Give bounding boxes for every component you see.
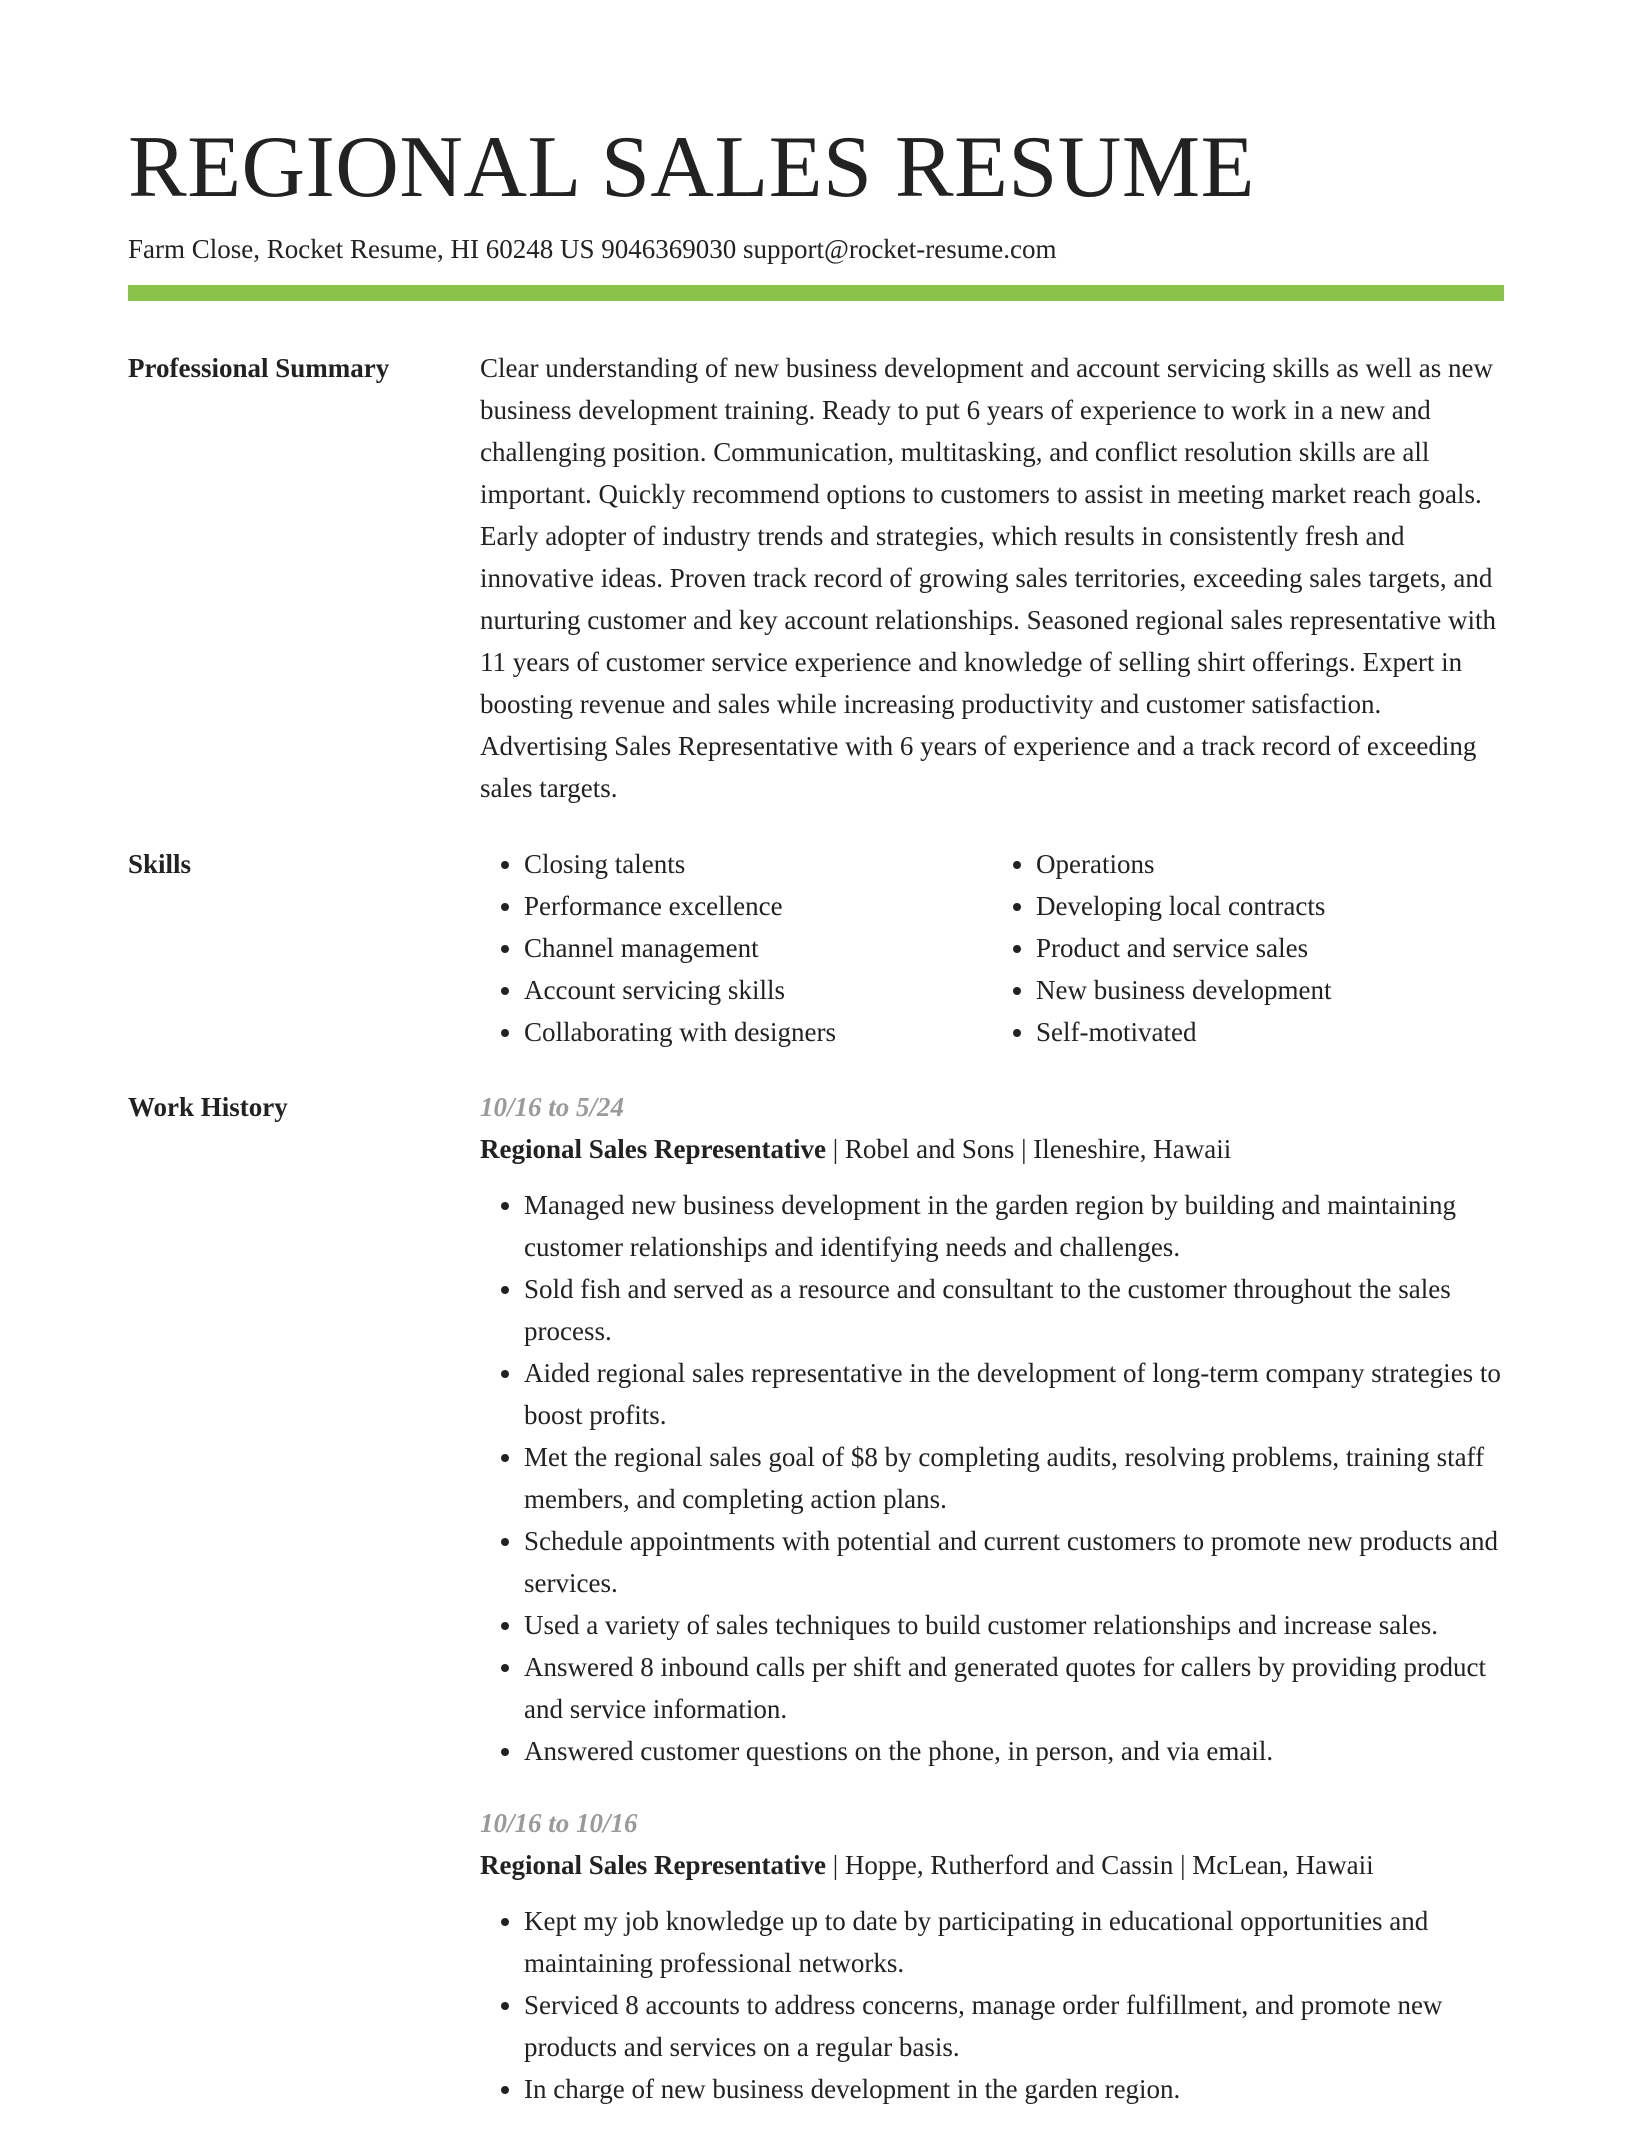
accent-divider bbox=[128, 285, 1504, 301]
job-entry bbox=[480, 1086, 1504, 1772]
job-bullet: • Answered 8 inbound calls per shift and generated quotes for callers by providing product and service information. bbox=[524, 1646, 1504, 1730]
job-title-line bbox=[480, 1844, 1504, 1886]
job-title: Regional Sales Representative bbox=[480, 1134, 826, 1164]
contact-line: Farm Close, Rocket Resume, HI 60248 US 9046369030 support@rocket-resume.com bbox=[128, 234, 1057, 264]
resume-title: REGIONAL SALES RESUME bbox=[128, 119, 1255, 216]
skill-item: • Product and service sales bbox=[1036, 927, 1504, 969]
work-history-label: Work History bbox=[128, 1092, 288, 1122]
job-entry bbox=[480, 1802, 1504, 2110]
job-bullet: • Managed new business development in the garden region by building and maintaining customer relationships and identifying needs and challenges. bbox=[524, 1184, 1504, 1268]
skill-item: • Performance excellence bbox=[524, 885, 992, 927]
job-details: | Hoppe, Rutherford and Cassin | McLean, Hawaii bbox=[825, 1850, 1374, 1880]
job-bullet: • Sold fish and served as a resource and consultant to the customer throughout the sales process. bbox=[524, 1268, 1504, 1352]
job-title: Regional Sales Representative bbox=[480, 1850, 826, 1880]
job-bullets bbox=[480, 1184, 1504, 1772]
skill-item: • Self-motivated bbox=[1036, 1011, 1504, 1053]
work-history-body bbox=[480, 1086, 1504, 2140]
job-bullet: • Met the regional sales goal of $8 by completing audits, resolving problems, training staff members, and completing action plans. bbox=[524, 1436, 1504, 1520]
summary-label: Professional Summary bbox=[128, 353, 390, 383]
skill-item: • Developing local contracts bbox=[1036, 885, 1504, 927]
job-title-line bbox=[480, 1128, 1504, 1170]
skill-item: • Collaborating with designers bbox=[524, 1011, 992, 1053]
skills-columns bbox=[480, 843, 1504, 1053]
job-bullet: • Kept my job knowledge up to date by participating in educational opportunities and maintaining professional networks. bbox=[524, 1900, 1504, 1984]
job-bullet: • Answered customer questions on the phone, in person, and via email. bbox=[524, 1730, 1504, 1772]
job-bullet: • Schedule appointments with potential and current customers to promote new products and services. bbox=[524, 1520, 1504, 1604]
skill-item: • Account servicing skills bbox=[524, 969, 992, 1011]
skills-label: Skills bbox=[128, 849, 192, 879]
summary-text: Clear understanding of new business development and account servicing skills as well as new business development training. Ready to put 6 years of experience to work in a new and challenging position. Communication, multitasking, and conflict resolution skills are all important. Quickly recommend options to customers to assist in meeting market reach goals. Early adopter of industry trends and strategies, which results in consistently fresh and innovative ideas. Proven track record of growing sales territories, exceeding sales targets, and nurturing customer and key account relationships. Seasoned regional sales representative with 11 years of customer service experience and knowledge of selling shirt offerings. Expert in boosting revenue and sales while increasing productivity and customer satisfaction. Advertising Sales Representative with 6 years of experience and a track record of exceeding sales targets. bbox=[480, 353, 1496, 803]
job-dates: 10/16 to 10/16 bbox=[480, 1808, 638, 1838]
job-bullet: • Used a variety of sales techniques to build customer relationships and increase sales. bbox=[524, 1604, 1504, 1646]
skill-item: • Operations bbox=[1036, 843, 1504, 885]
job-details: | Robel and Sons | Ileneshire, Hawaii bbox=[825, 1134, 1232, 1164]
skills-list-left bbox=[480, 843, 992, 1053]
summary-body bbox=[480, 347, 1504, 809]
resume-page bbox=[128, 0, 1504, 2112]
job-bullets bbox=[480, 1900, 1504, 2110]
skill-item: • Channel management bbox=[524, 927, 992, 969]
job-bullet: • Serviced 8 accounts to address concerns, manage order fulfillment, and promote new products and services on a regular basis. bbox=[524, 1984, 1504, 2068]
skills-list-right bbox=[992, 843, 1504, 1053]
skill-item: • Closing talents bbox=[524, 843, 992, 885]
job-bullet: • In charge of new business development in the garden region. bbox=[524, 2068, 1504, 2110]
job-bullet: • Aided regional sales representative in the development of long-term company strategies to boost profits. bbox=[524, 1352, 1504, 1436]
skills-body bbox=[480, 843, 1504, 1053]
job-dates: 10/16 to 5/24 bbox=[480, 1092, 625, 1122]
skill-item: • New business development bbox=[1036, 969, 1504, 1011]
